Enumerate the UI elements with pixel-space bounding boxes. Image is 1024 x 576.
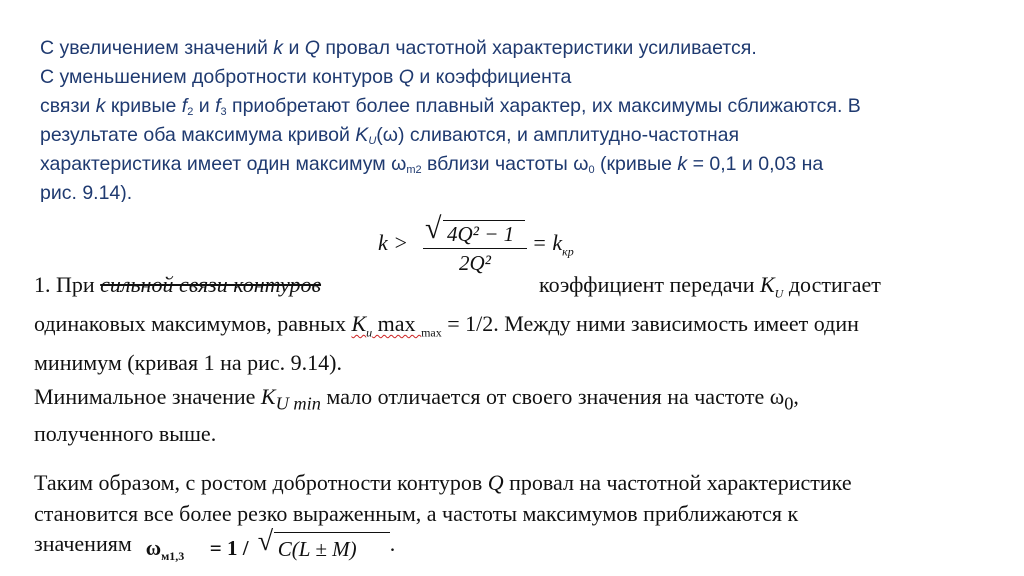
paragraph-conclusion	[34, 468, 1019, 563]
formula-rhs: = $k_{кр}$	[532, 230, 574, 259]
radical-bar	[443, 220, 525, 221]
p1-line-3: минимум (кривая 1 на рис. 9.14).	[34, 349, 342, 375]
summary-line-6: рис. 9.14).	[40, 182, 133, 202]
formula-denominator: 2Q²	[459, 251, 491, 275]
p2-line-2: полученного выше.	[34, 420, 217, 446]
paragraph-minimum	[34, 382, 1019, 449]
p2-line-1: Минимальное значение $K_{U min}$ мало отличается от своего значения на частоте $\omega_0$,	[34, 384, 799, 414]
formula-radicand: C(L ± M)	[277, 537, 357, 561]
p1-line-2: одинаковых максимумов, равных $K_u$ max $_{max}$ = 1/2. Между ними зависимость имеет один	[34, 310, 859, 340]
omega-symbol: $\omega_{м1,3}$	[145, 536, 185, 564]
formula-numerator	[423, 212, 527, 249]
p3-line-3: значениям $\omega_{м1,3}$ = 1 / √ C(L ± M) .	[34, 529, 1019, 563]
resonance-formula	[145, 526, 390, 564]
radical-bar	[274, 532, 390, 533]
summary-text	[40, 34, 1024, 202]
formula-lhs: k >	[378, 230, 409, 255]
sqrt-icon: √	[425, 212, 442, 245]
paragraph-strong-coupling	[34, 270, 1019, 378]
summary-line-2: С уменьшением добротности контуров Q и коэффициента	[40, 66, 572, 88]
formula-radicand: 4Q² − 1	[447, 222, 515, 246]
p3-line-1: Таким образом, с ростом добротности контуров Q провал на частотной характеристике	[34, 470, 852, 495]
summary-line-1: С увеличением значений k и Q провал частотной характеристики усиливается.	[40, 37, 757, 59]
summary-line-4: результате оба максимума кривой $K_U(\omega)$ сливаются, и амплитудно-частотная	[40, 124, 740, 147]
p3-line-2: становится все более резко выраженным, а частоты максимумов приближаются к	[34, 500, 799, 526]
summary-line-5: характеристика имеет один максимум $\omega_{m2}$ вблизи частоты $\omega_0$ (кривые k = 0,1 и 0,03 на	[40, 153, 824, 176]
formula-equals: = 1 /	[209, 536, 249, 560]
sqrt-icon: √	[257, 526, 274, 557]
summary-line-3: связи k кривые $f_2$ и $f_3$ приобретают более плавный характер, их максимумы сближаются. В	[40, 95, 861, 118]
formula-fraction	[423, 212, 527, 276]
p1-line-1: 1. При сильной связи контуров коэффициент передачи $K_U$ достигает	[34, 272, 881, 301]
